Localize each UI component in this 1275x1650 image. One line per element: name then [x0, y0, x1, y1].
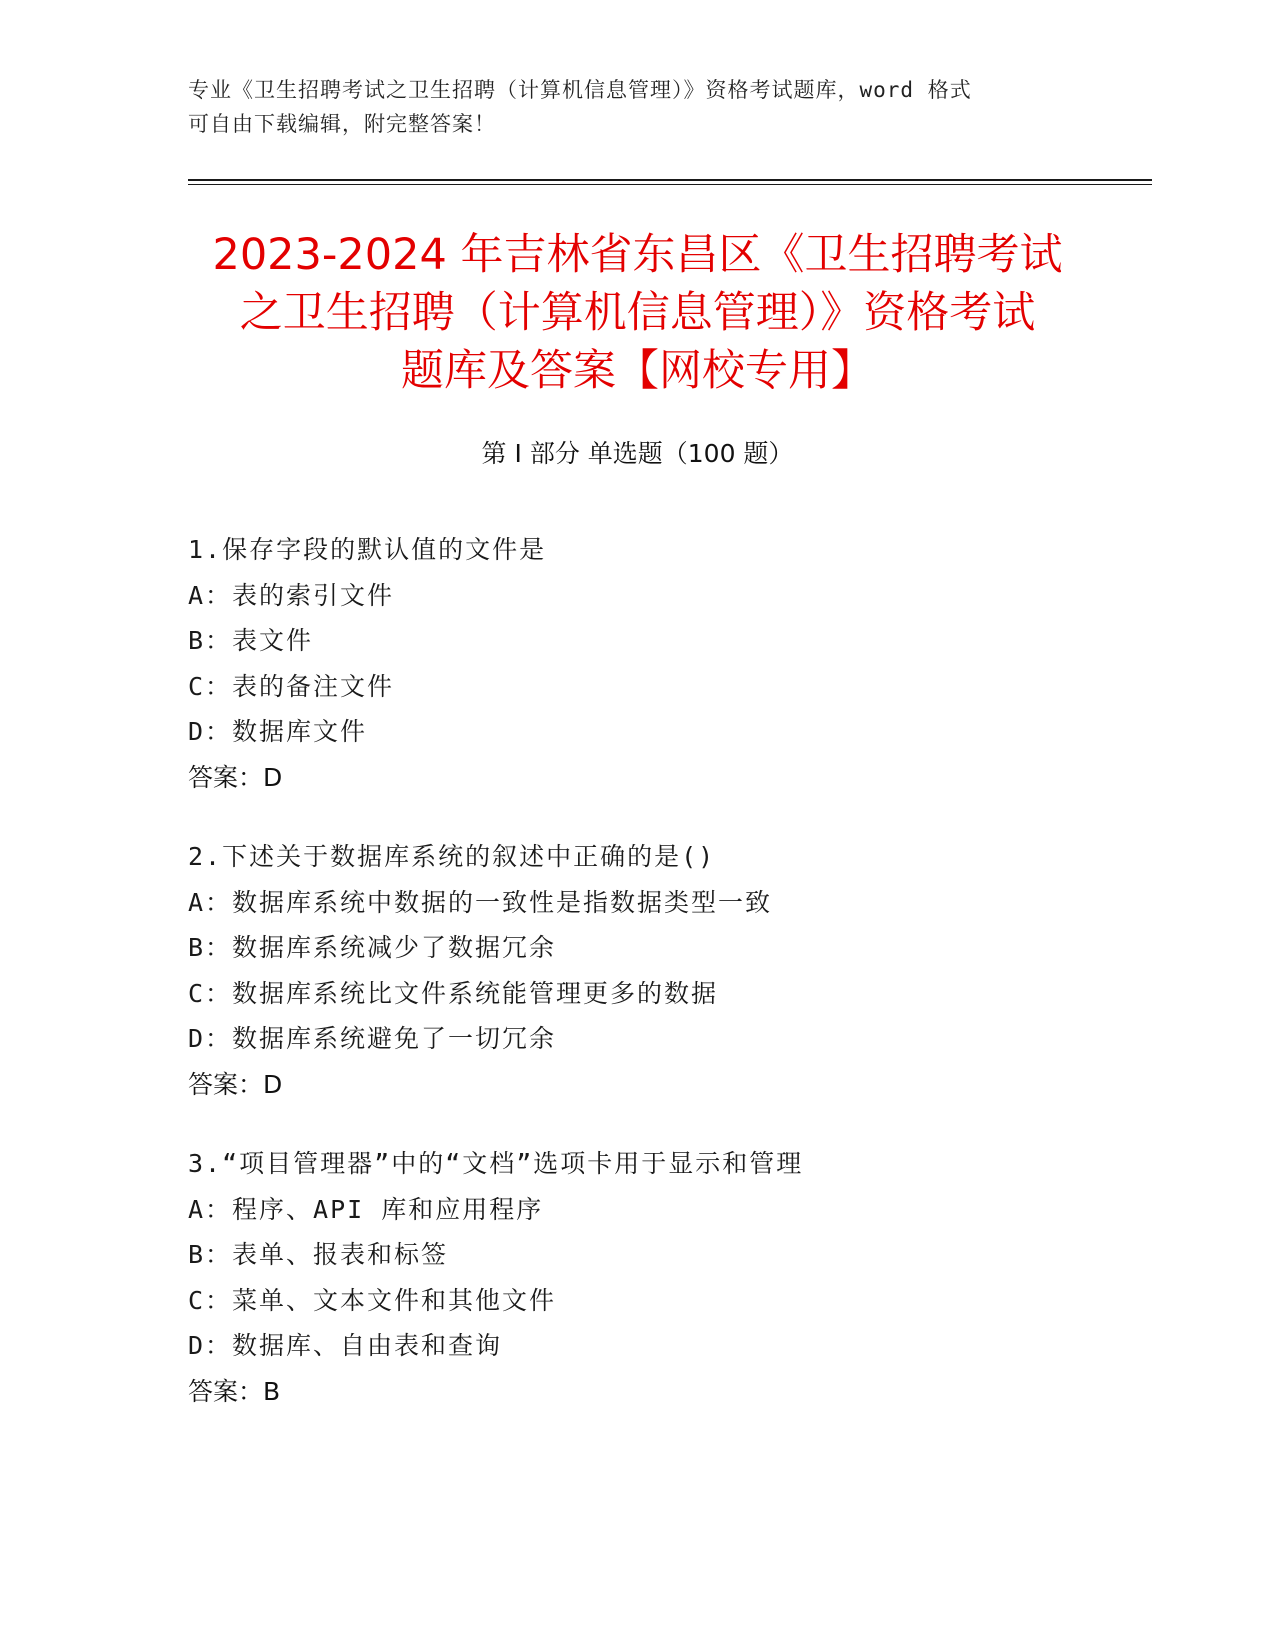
document-title: [140, 226, 1135, 400]
question-1: [188, 527, 1148, 800]
question-stem: 1.保存字段的默认值的文件是: [188, 535, 547, 564]
header-note-line-2: 可自由下载编辑，附完整答案！: [188, 112, 496, 136]
header-rule-thin: [188, 184, 1152, 185]
option-c: C：菜单、文本文件和其他文件: [188, 1285, 557, 1315]
answer-label: 答案：B: [188, 1376, 281, 1406]
question-3: [188, 1141, 1148, 1414]
header-note-line-1: 专业《卫生招聘考试之卫生招聘（计算机信息管理）》资格考试题库，word 格式: [188, 78, 972, 102]
option-d: D：数据库系统避免了一切冗余: [188, 1024, 557, 1053]
title-line-2: 之卫生招聘（计算机信息管理）》资格考试: [239, 288, 1036, 338]
option-d: D：数据库、自由表和查询: [188, 1331, 503, 1360]
section-heading: 第 I 部分 单选题（100 题）: [481, 439, 794, 468]
title-line-3: 题库及答案【网校专用】: [401, 346, 874, 396]
option-b: B：表单、报表和标签: [188, 1240, 449, 1269]
option-a: A：表的索引文件: [188, 580, 395, 610]
option-d: D：数据库文件: [188, 717, 368, 746]
option-b: B：表文件: [188, 626, 314, 655]
option-c: C：数据库系统比文件系统能管理更多的数据: [188, 978, 719, 1008]
option-b: B：数据库系统减少了数据冗余: [188, 933, 557, 962]
question-stem: 2.下述关于数据库系统的叙述中正确的是(): [188, 842, 716, 871]
header-note: [188, 73, 1088, 141]
option-a: A：程序、API 库和应用程序: [188, 1194, 544, 1224]
header-rule-thick: [188, 179, 1152, 181]
answer-label: 答案：D: [188, 762, 283, 792]
answer-label: 答案：D: [188, 1069, 283, 1099]
title-line-1: 2023-2024 年吉林省东昌区《卫生招聘考试: [212, 230, 1063, 280]
option-c: C：表的备注文件: [188, 671, 395, 701]
option-a: A：数据库系统中数据的一致性是指数据类型一致: [188, 887, 773, 917]
question-list: [188, 527, 1148, 1448]
question-2: [188, 834, 1148, 1107]
question-stem: 3.“项目管理器”中的“文档”选项卡用于显示和管理: [188, 1149, 804, 1178]
